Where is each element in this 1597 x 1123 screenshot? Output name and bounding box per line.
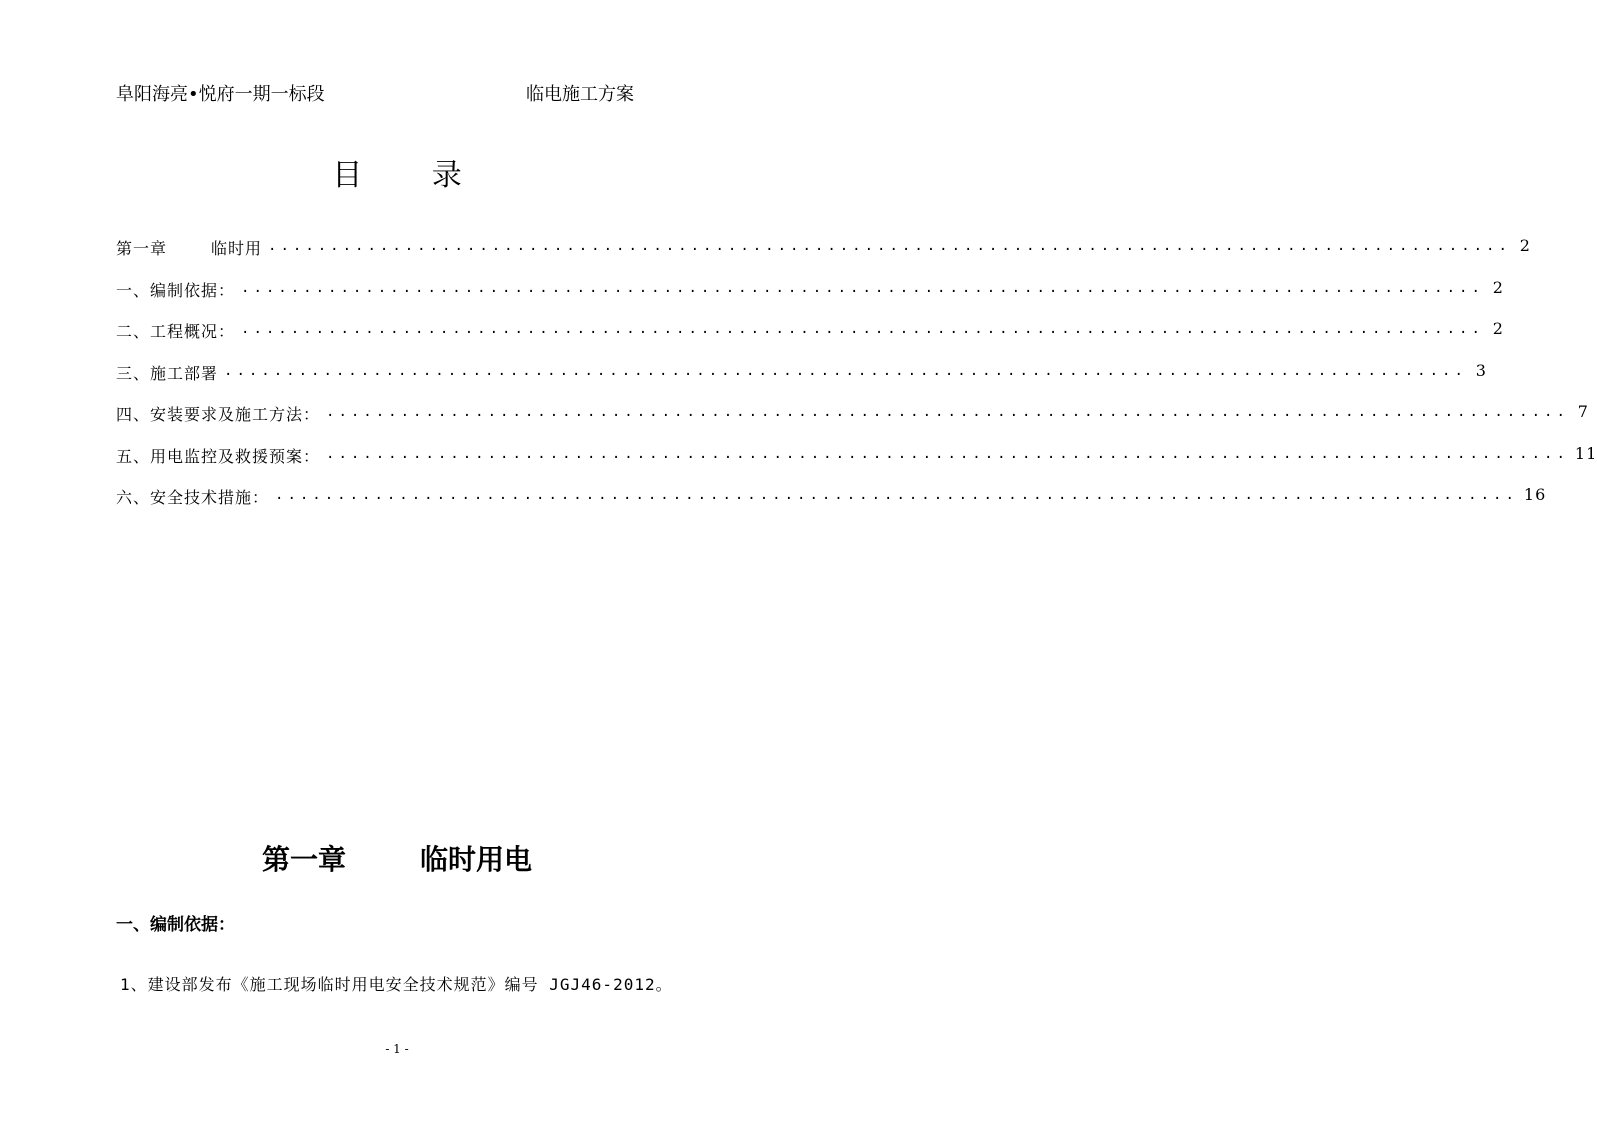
toc-dot-leader: .................................................................................................... bbox=[268, 238, 1511, 254]
toc-entry-label: 二、工程概况： bbox=[116, 322, 236, 341]
toc-dot-leader: .................................................................................................... bbox=[241, 279, 1484, 296]
toc-entry-label: 一、编制依据： bbox=[116, 280, 236, 300]
toc-entry-label: 第一章 临时用 bbox=[116, 239, 263, 258]
toc-page-number: 3 bbox=[1475, 360, 1487, 380]
toc-page-number: 2 bbox=[1492, 277, 1504, 297]
toc-entry-label: 六、安全技术措施： bbox=[116, 488, 270, 507]
toc-page-number: 11 bbox=[1574, 443, 1597, 463]
toc-entry-label: 三、施工部署 bbox=[116, 363, 219, 383]
toc-dot-leader: .................................................................................................... bbox=[326, 404, 1569, 420]
chapter-number: 第一章 bbox=[261, 843, 346, 876]
toc-page-number: 2 bbox=[1519, 236, 1531, 255]
toc-entry[interactable] bbox=[116, 443, 1597, 486]
body-paragraph: 1、建设部发布《施工现场临时用电安全技术规范》编号 JGJ46-2012。 bbox=[120, 975, 673, 994]
header-document-title: 临电施工方案 bbox=[526, 84, 634, 105]
toc-entry[interactable] bbox=[116, 485, 1547, 527]
toc-entry[interactable] bbox=[116, 402, 1589, 444]
toc-page-number: 16 bbox=[1523, 485, 1547, 504]
toc-dot-leader: .................................................................................................... bbox=[275, 487, 1518, 503]
toc-entry[interactable] bbox=[116, 277, 1504, 320]
toc-dot-leader: .................................................................................................... bbox=[326, 445, 1569, 462]
chapter-heading bbox=[0, 838, 794, 878]
toc-entry-label: 四、安装要求及施工方法： bbox=[116, 405, 321, 424]
table-of-contents bbox=[116, 236, 1597, 527]
page-number: - 1 - bbox=[385, 1042, 409, 1056]
section-heading: 一、编制依据： bbox=[116, 915, 235, 935]
toc-entry[interactable] bbox=[116, 236, 1531, 278]
toc-title: 目 录 bbox=[332, 158, 492, 193]
toc-dot-leader: .................................................................................................... bbox=[224, 362, 1467, 379]
toc-entry[interactable] bbox=[116, 319, 1504, 361]
toc-page-number: 7 bbox=[1577, 402, 1589, 421]
header-project-name: 阜阳海亮•悦府一期一标段 bbox=[116, 84, 325, 105]
toc-entry[interactable] bbox=[116, 360, 1487, 403]
toc-page-number: 2 bbox=[1492, 319, 1504, 338]
toc-entry-label: 五、用电监控及救援预案： bbox=[116, 446, 321, 466]
chapter-title: 临时用电 bbox=[420, 843, 533, 876]
toc-dot-leader: .................................................................................................... bbox=[241, 321, 1484, 337]
